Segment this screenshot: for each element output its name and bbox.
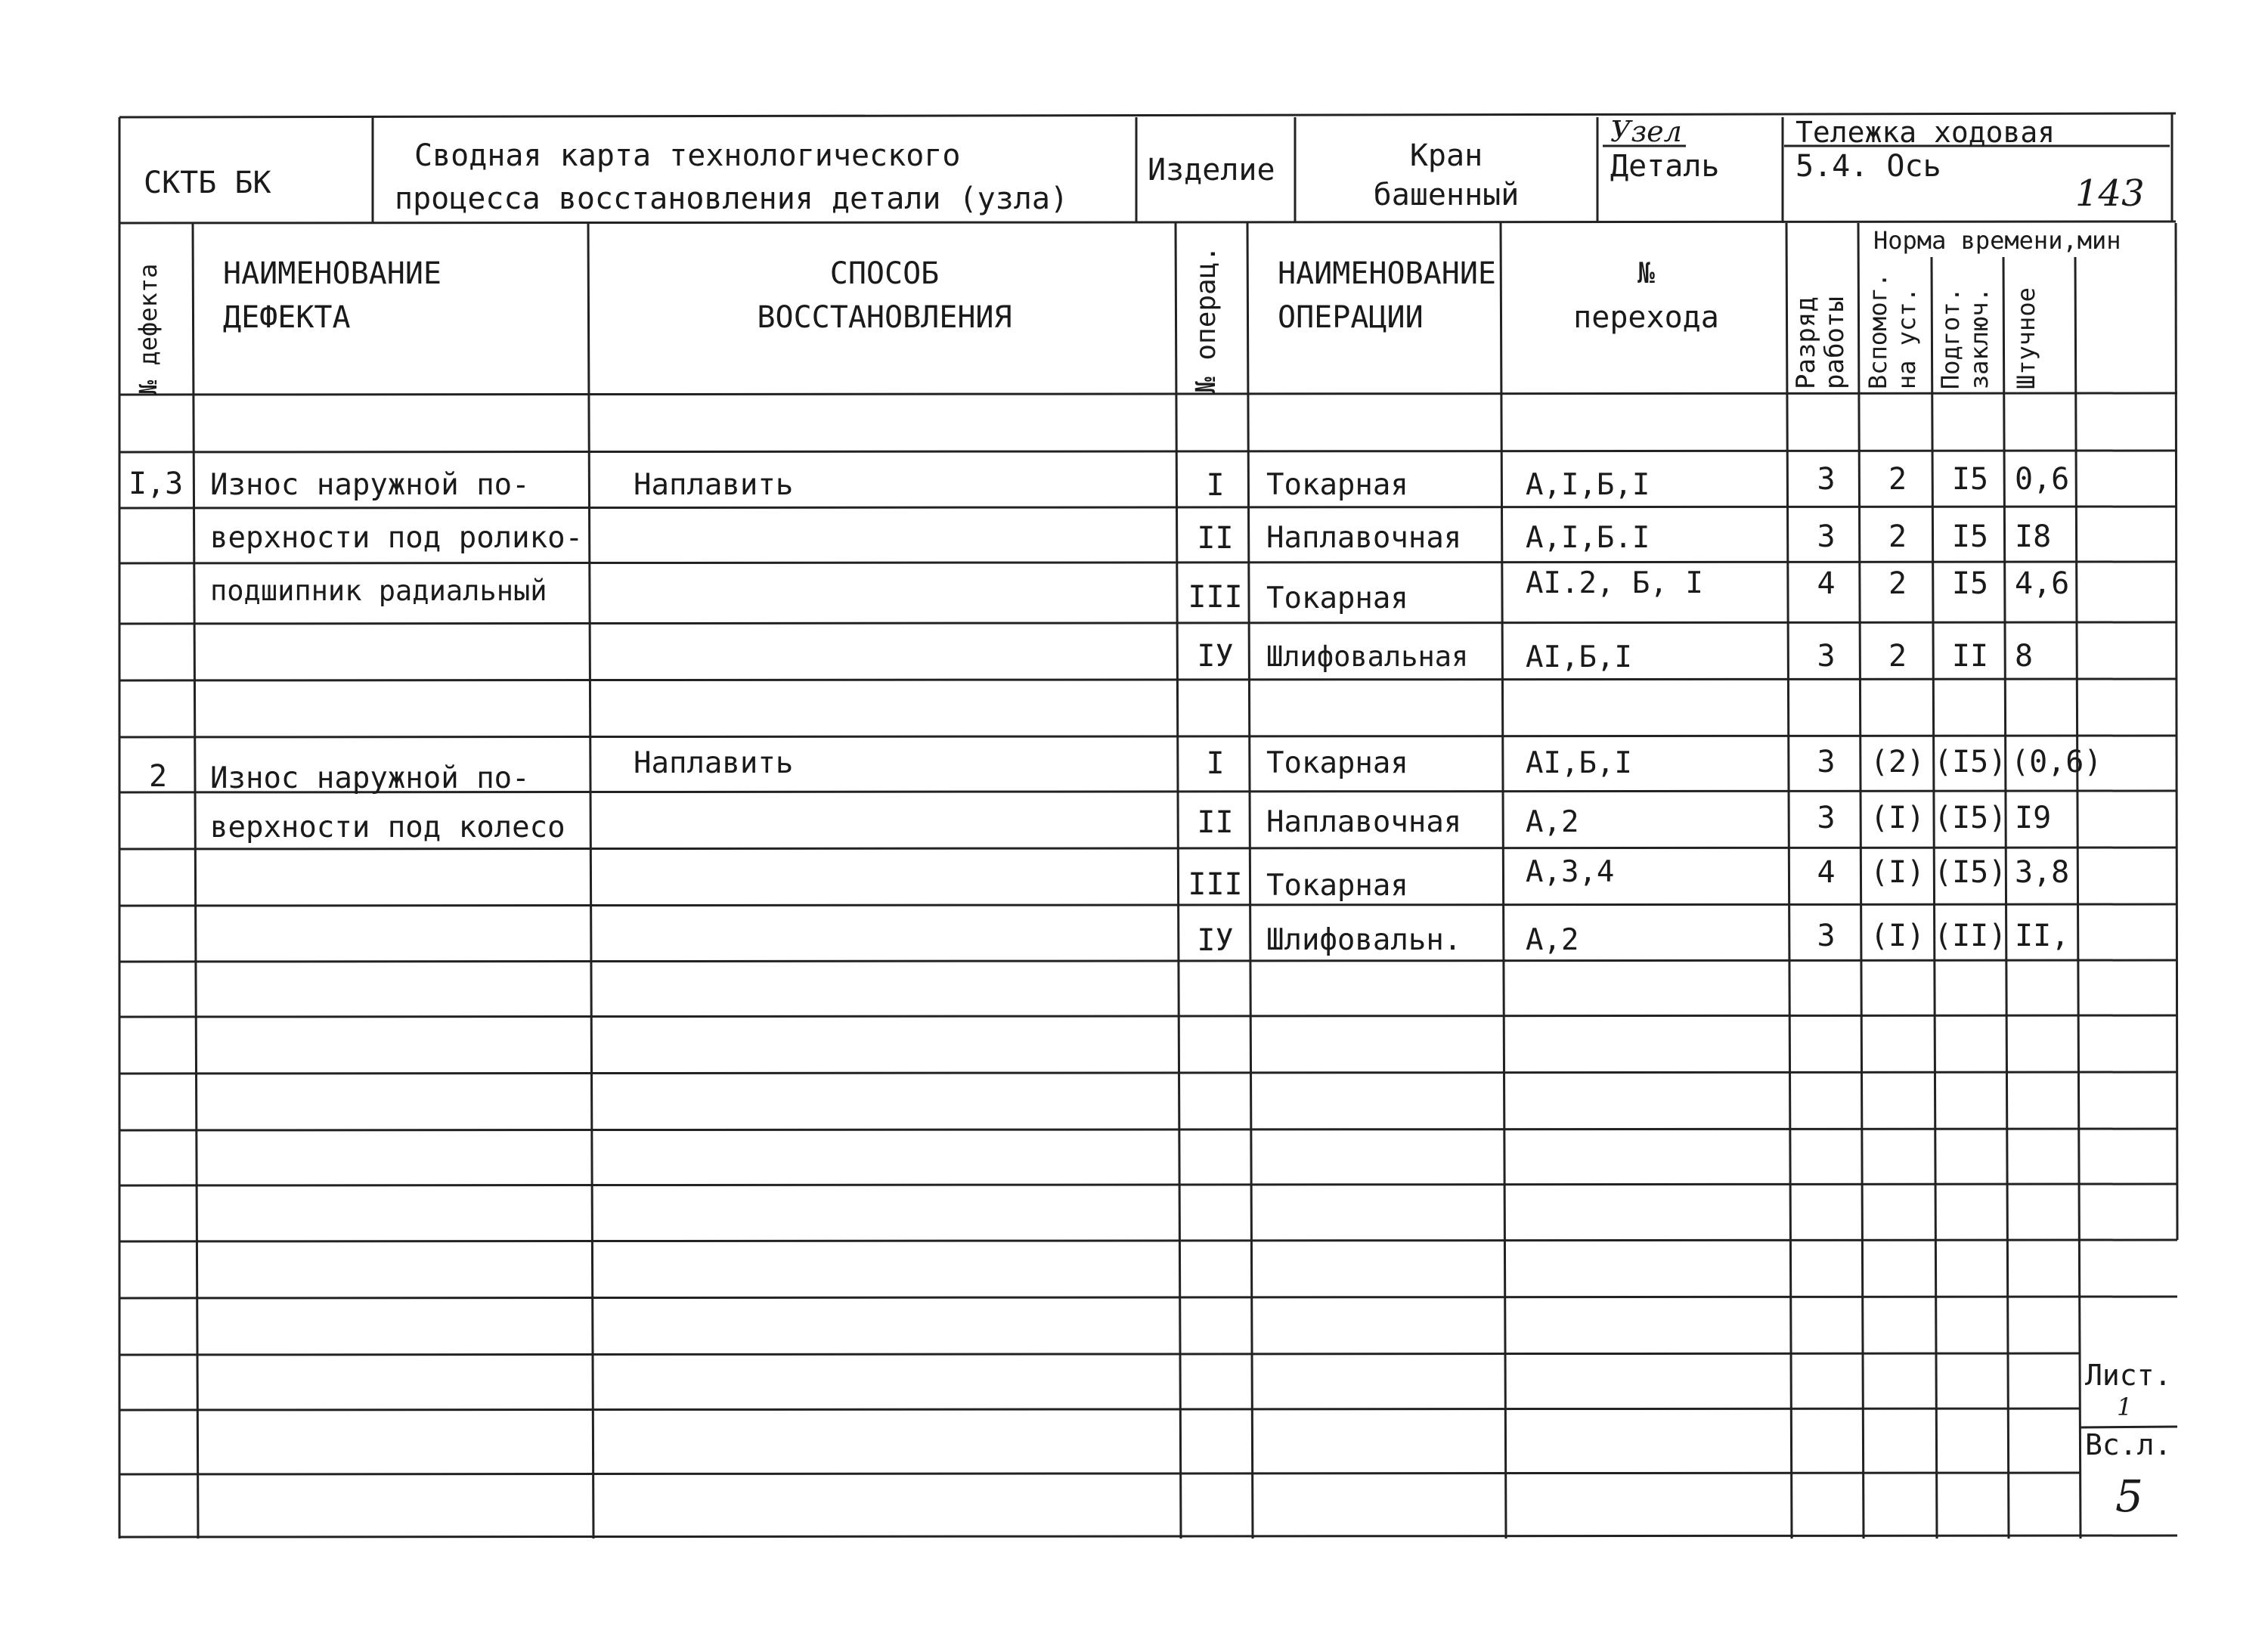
part-label: Деталь <box>1610 149 1720 184</box>
total-sheets-label: Вс.л. <box>2085 1428 2172 1461</box>
column-method-line-2: ВОССТАНОВЛЕНИЯ <box>757 300 1012 335</box>
cell-defect-number: 2 <box>148 759 168 794</box>
column-grade-line-2: работы <box>1820 296 1850 389</box>
cell-piece-time: I9 <box>2015 801 2052 835</box>
cell-defect-name: Износ наружной по- <box>210 468 530 502</box>
card-title-line-2: процесса восстановления детали (узла) <box>395 181 1069 216</box>
cell-aux-time: (2) <box>1870 745 1926 779</box>
cell-grade: 3 <box>1817 462 1836 497</box>
cell-operation-name: Токарная <box>1266 869 1408 903</box>
cell-operation-number: III <box>1188 867 1243 902</box>
column-time-norm: Норма времени,мин <box>1873 226 2121 255</box>
sheet-label: Лист. <box>2085 1359 2172 1392</box>
column-defect-name-line-1: НАИМЕНОВАНИЕ <box>223 256 442 291</box>
cell-grade: 3 <box>1817 519 1836 554</box>
cell-grade: 3 <box>1817 801 1836 835</box>
cell-operation-name: Токарная <box>1266 746 1408 780</box>
cell-transition: А,3,4 <box>1526 855 1615 889</box>
product-value-line-1: Кран <box>1409 138 1483 173</box>
cell-operation-name: Шлифовальн. <box>1266 923 1462 957</box>
unit-label: Узел <box>1610 115 1682 148</box>
cell-prep-time: II <box>1951 639 1989 674</box>
column-prep-line-1: Подгот. <box>1936 287 1965 389</box>
cell-piece-time: II, <box>2015 919 2070 953</box>
cell-prep-time: I5 <box>1951 519 1989 554</box>
cell-method: Наплавить <box>634 468 794 502</box>
column-prep-line-2: заключ. <box>1965 287 1994 389</box>
product-label: Изделие <box>1148 153 1275 187</box>
column-operation-name-line-2: ОПЕРАЦИИ <box>1278 300 1424 335</box>
cell-method: Наплавить <box>634 746 794 780</box>
handwritten-number: 143 <box>2075 172 2145 215</box>
cell-defect-number: I,3 <box>129 466 184 501</box>
cell-transition: А,I,Б.I <box>1526 521 1650 555</box>
cell-transition: А,I,Б,I <box>1526 468 1650 502</box>
product-value-line-2: башенный <box>1373 178 1520 212</box>
column-aux-line-1: Вспомог. <box>1864 272 1892 389</box>
cell-operation-number: II <box>1197 805 1234 840</box>
column-defect-number: № дефекта <box>134 263 163 395</box>
column-grade-line-1: Разряд <box>1791 296 1821 389</box>
cell-prep-time: (I5) <box>1934 745 2007 779</box>
column-aux-line-2: на уст. <box>1892 287 1921 389</box>
cell-aux-time: (I) <box>1870 919 1926 953</box>
cell-aux-time: 2 <box>1888 566 1907 601</box>
cell-transition: А,2 <box>1526 805 1579 839</box>
sheet-number: 1 <box>2117 1393 2133 1421</box>
cell-defect-name: верхности под ролико- <box>210 521 584 555</box>
cell-operation-number: I <box>1206 468 1225 503</box>
column-transition-line-1: № <box>1637 256 1655 290</box>
part-value: 5.4. Ось <box>1796 149 1941 184</box>
cell-grade: 3 <box>1817 639 1836 674</box>
cell-transition: А,2 <box>1526 923 1579 957</box>
cell-defect-name: верхности под колесо <box>210 810 565 844</box>
cell-aux-time: (I) <box>1870 855 1926 890</box>
cell-operation-number: II <box>1197 521 1234 556</box>
column-transition-line-2: перехода <box>1573 300 1719 335</box>
cell-grade: 4 <box>1817 855 1836 890</box>
cell-operation-name: Наплавочная <box>1266 521 1462 555</box>
cell-prep-time: (I5) <box>1934 855 2007 890</box>
cell-operation-number: IУ <box>1197 639 1234 674</box>
column-defect-name-line-2: ДЕФЕКТА <box>223 300 351 335</box>
column-operation-name-line-1: НАИМЕНОВАНИЕ <box>1278 256 1496 291</box>
cell-aux-time: (I) <box>1870 801 1926 835</box>
cell-piece-time: (0,6) <box>2011 745 2102 779</box>
cell-operation-number: I <box>1206 746 1225 781</box>
cell-operation-name: Шлифовальная <box>1266 640 1469 673</box>
cell-operation-number: IУ <box>1197 923 1234 958</box>
cell-grade: 4 <box>1817 566 1836 601</box>
cell-transition: АI,Б,I <box>1526 746 1632 780</box>
cell-defect-name: Износ наружной по- <box>210 761 530 795</box>
column-method-line-1: СПОСОБ <box>829 256 940 291</box>
cell-aux-time: 2 <box>1888 639 1907 674</box>
cell-operation-name: Токарная <box>1266 581 1408 615</box>
card-title-line-1: Сводная карта технологического <box>414 138 961 173</box>
cell-prep-time: (I5) <box>1934 801 2007 835</box>
total-sheets-number: 5 <box>2115 1470 2143 1522</box>
cell-grade: 3 <box>1817 919 1836 953</box>
cell-aux-time: 2 <box>1888 462 1907 497</box>
cell-defect-name: подшипник радиальный <box>210 575 547 607</box>
column-piece: Штучное <box>2012 287 2040 389</box>
cell-piece-time: 0,6 <box>2015 462 2070 497</box>
cell-piece-time: 4,6 <box>2015 566 2070 601</box>
cell-prep-time: I5 <box>1951 462 1989 497</box>
cell-operation-name: Наплавочная <box>1266 805 1462 839</box>
cell-piece-time: 3,8 <box>2015 855 2070 890</box>
cell-prep-time: I5 <box>1951 566 1989 601</box>
unit-value: Тележка ходовая <box>1796 116 2056 149</box>
cell-piece-time: I8 <box>2015 519 2052 554</box>
cell-operation-name: Токарная <box>1266 468 1408 502</box>
cell-aux-time: 2 <box>1888 519 1907 554</box>
cell-prep-time: (II) <box>1934 919 2007 953</box>
organization-name: СКТБ БК <box>144 166 271 200</box>
cell-piece-time: 8 <box>2015 639 2034 674</box>
column-operation-number: № операц. <box>1191 245 1222 393</box>
cell-transition: АI,Б,I <box>1526 640 1632 674</box>
cell-grade: 3 <box>1817 745 1836 779</box>
cell-transition: АI.2, Б, I <box>1526 566 1703 600</box>
cell-operation-number: III <box>1188 580 1243 615</box>
